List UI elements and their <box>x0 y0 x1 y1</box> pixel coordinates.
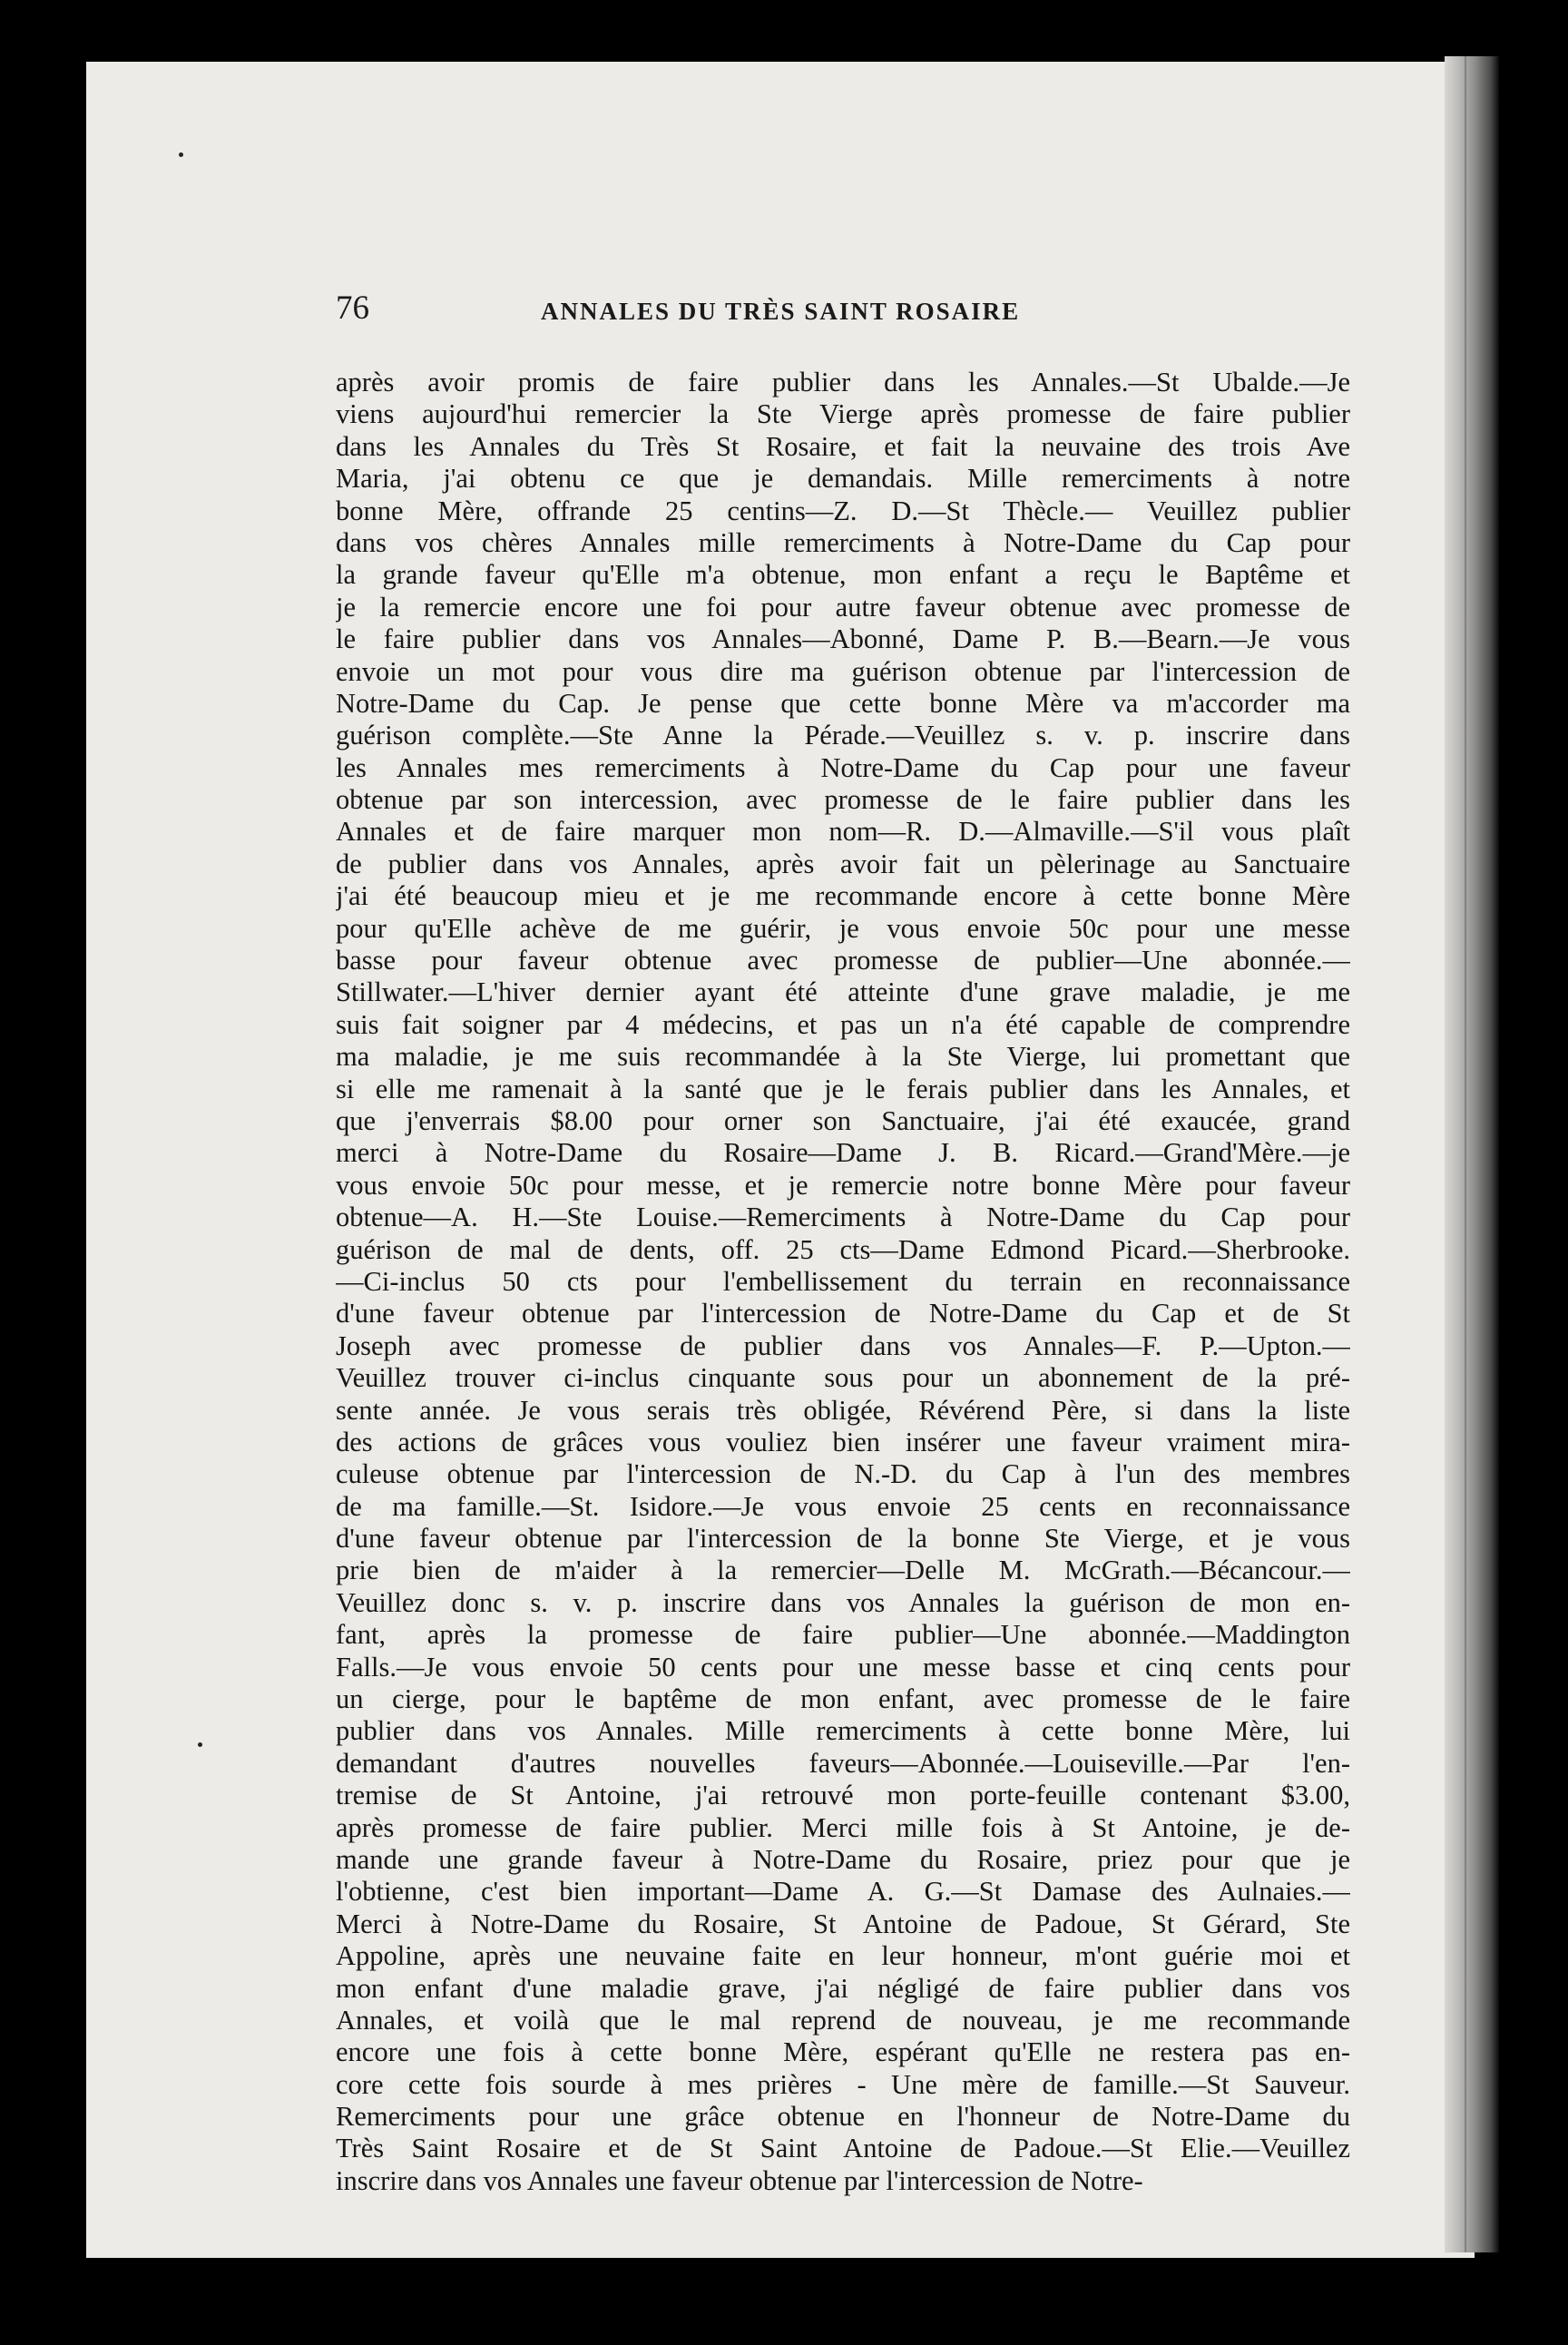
text-line: encore une fois à cette bonne Mère, espérant qu'Elle ne restera pas en- <box>336 2036 1350 2068</box>
text-line: l'obtienne, c'est bien important—Dame A. G.—St Damase des Aulnaies.— <box>336 1876 1350 1908</box>
text-line: pour qu'Elle achève de me guérir, je vous envoie 50c pour une messe <box>336 912 1350 944</box>
scan-speck <box>179 152 183 157</box>
text-line: ma maladie, je me suis recommandée à la Ste Vierge, lui promettant que <box>336 1041 1350 1073</box>
text-line: Très Saint Rosaire et de St Saint Antoine de Padoue.—St Elie.—Veuillez <box>336 2133 1350 2164</box>
text-line: envoie un mot pour vous dire ma guérison obtenue par l'intercession de <box>336 655 1350 687</box>
text-line: viens aujourd'hui remercier la Ste Vierge après promesse de faire publier <box>336 398 1350 430</box>
text-line: guérison de mal de dents, off. 25 cts—Dame Edmond Picard.—Sherbrooke. <box>336 1233 1350 1265</box>
text-line: Remerciments pour une grâce obtenue en l'honneur de Notre-Dame du <box>336 2101 1350 2133</box>
text-line: basse pour faveur obtenue avec promesse de publier—Une abonnée.— <box>336 945 1350 976</box>
body-text <box>336 367 1350 2197</box>
text-line: obtenue par son intercession, avec promesse de le faire publier dans les <box>336 784 1350 816</box>
text-line: demandant d'autres nouvelles faveurs—Abonnée.—Louiseville.—Par l'en- <box>336 1747 1350 1779</box>
text-line: de ma famille.—St. Isidore.—Je vous envoie 25 cents en reconnaissance <box>336 1490 1350 1522</box>
text-line: Annales et de faire marquer mon nom—R. D.—Almaville.—S'il vous plaît <box>336 816 1350 848</box>
text-line: Merci à Notre-Dame du Rosaire, St Antoine de Padoue, St Gérard, Ste <box>336 1908 1350 1939</box>
text-line: Falls.—Je vous envoie 50 cents pour une messe basse et cinq cents pour <box>336 1651 1350 1683</box>
text-line: Notre-Dame du Cap. Je pense que cette bonne Mère va m'accorder ma <box>336 687 1350 719</box>
text-line: suis fait soigner par 4 médecins, et pas un n'a été capable de comprendre <box>336 1008 1350 1040</box>
text-line: mande une grande faveur à Notre-Dame du Rosaire, priez pour que je <box>336 1843 1350 1875</box>
text-line: Veuillez donc s. v. p. inscrire dans vos Annales la guérison de mon en- <box>336 1586 1350 1618</box>
text-line: Stillwater.—L'hiver dernier ayant été atteinte d'une grave maladie, je me <box>336 976 1350 1008</box>
text-line: après avoir promis de faire publier dans les Annales.—St Ubalde.—Je <box>336 367 1350 397</box>
text-line: dans vos chères Annales mille remerciments à Notre-Dame du Cap pour <box>336 526 1350 558</box>
text-line: vous envoie 50c pour messe, et je remercie notre bonne Mère pour faveur <box>336 1169 1350 1201</box>
page-header <box>336 289 1350 330</box>
text-line: que j'enverrais $8.00 pour orner son Sanctuaire, j'ai été exaucée, grand <box>336 1104 1350 1136</box>
scan-speck <box>198 1742 202 1747</box>
text-line: core cette fois sourde à mes prières - Une mère de famille.—St Sauveur. <box>336 2068 1350 2100</box>
text-line: Veuillez trouver ci-inclus cinquante sous pour un abonnement de la pré- <box>336 1362 1350 1394</box>
text-line: prie bien de m'aider à la remercier—Delle M. McGrath.—Bécancour.— <box>336 1555 1350 1586</box>
text-line: je la remercie encore une foi pour autre faveur obtenue avec promesse de <box>336 591 1350 623</box>
text-line: si elle me ramenait à la santé que je le ferais publier dans les Annales, et <box>336 1073 1350 1104</box>
text-line: un cierge, pour le baptême de mon enfant, avec promesse de le faire <box>336 1683 1350 1715</box>
text-line: d'une faveur obtenue par l'intercession de Notre-Dame du Cap et de St <box>336 1298 1350 1329</box>
text-line: Joseph avec promesse de publier dans vos Annales—F. P.—Upton.— <box>336 1329 1350 1361</box>
text-line: tremise de St Antoine, j'ai retrouvé mon porte-feuille contenant $3.00, <box>336 1780 1350 1811</box>
text-line: merci à Notre-Dame du Rosaire—Dame J. B. Ricard.—Grand'Mère.—je <box>336 1137 1350 1169</box>
page-edge-shadow <box>1445 56 1499 2252</box>
text-line: Annales, et voilà que le mal reprend de nouveau, je me recommande <box>336 2004 1350 2036</box>
running-title: ANNALES DU TRÈS SAINT ROSAIRE <box>541 298 1021 325</box>
page-number: 76 <box>336 289 369 327</box>
text-line: guérison complète.—Ste Anne la Pérade.—Veuillez s. v. p. inscrire dans <box>336 720 1350 751</box>
text-line: d'une faveur obtenue par l'intercession de la bonne Ste Vierge, et je vous <box>336 1523 1350 1555</box>
text-line: des actions de grâces vous vouliez bien insérer une faveur vraiment mira- <box>336 1426 1350 1457</box>
text-line: bonne Mère, offrande 25 centins—Z. D.—St Thècle.— Veuillez publier <box>336 495 1350 526</box>
text-line: la grande faveur qu'Elle m'a obtenue, mon enfant a reçu le Baptême et <box>336 559 1350 591</box>
text-line: obtenue—A. H.—Ste Louise.—Remerciments à Notre-Dame du Cap pour <box>336 1202 1350 1233</box>
text-line: j'ai été beaucoup mieu et je me recommande encore à cette bonne Mère <box>336 880 1350 912</box>
text-line: publier dans vos Annales. Mille remerciments à cette bonne Mère, lui <box>336 1715 1350 1747</box>
text-line: dans les Annales du Très St Rosaire, et fait la neuvaine des trois Ave <box>336 430 1350 462</box>
text-line: après promesse de faire publier. Merci mille fois à St Antoine, je de- <box>336 1811 1350 1843</box>
text-line: mon enfant d'une maladie grave, j'ai négligé de faire publier dans vos <box>336 1972 1350 2004</box>
text-line: fant, après la promesse de faire publier—Une abonnée.—Maddington <box>336 1619 1350 1651</box>
text-line: les Annales mes remerciments à Notre-Dame du Cap pour une faveur <box>336 751 1350 783</box>
text-line: Appoline, après une neuvaine faite en leur honneur, m'ont guérie moi et <box>336 1940 1350 1972</box>
text-line: sente année. Je vous serais très obligée, Révérend Père, si dans la liste <box>336 1394 1350 1426</box>
text-line: Maria, j'ai obtenu ce que je demandais. Mille remerciments à notre <box>336 463 1350 495</box>
text-line: —Ci-inclus 50 cts pour l'embellissement du terrain en reconnaissance <box>336 1265 1350 1297</box>
text-line: culeuse obtenue par l'intercession de N.-D. du Cap à l'un des membres <box>336 1458 1350 1490</box>
text-line: inscrire dans vos Annales une faveur obtenue par l'intercession de Notre- <box>336 2164 1143 2196</box>
text-line: le faire publier dans vos Annales—Abonné, Dame P. B.—Bearn.—Je vous <box>336 623 1350 655</box>
text-line: de publier dans vos Annales, après avoir fait un pèlerinage au Sanctuaire <box>336 848 1350 879</box>
